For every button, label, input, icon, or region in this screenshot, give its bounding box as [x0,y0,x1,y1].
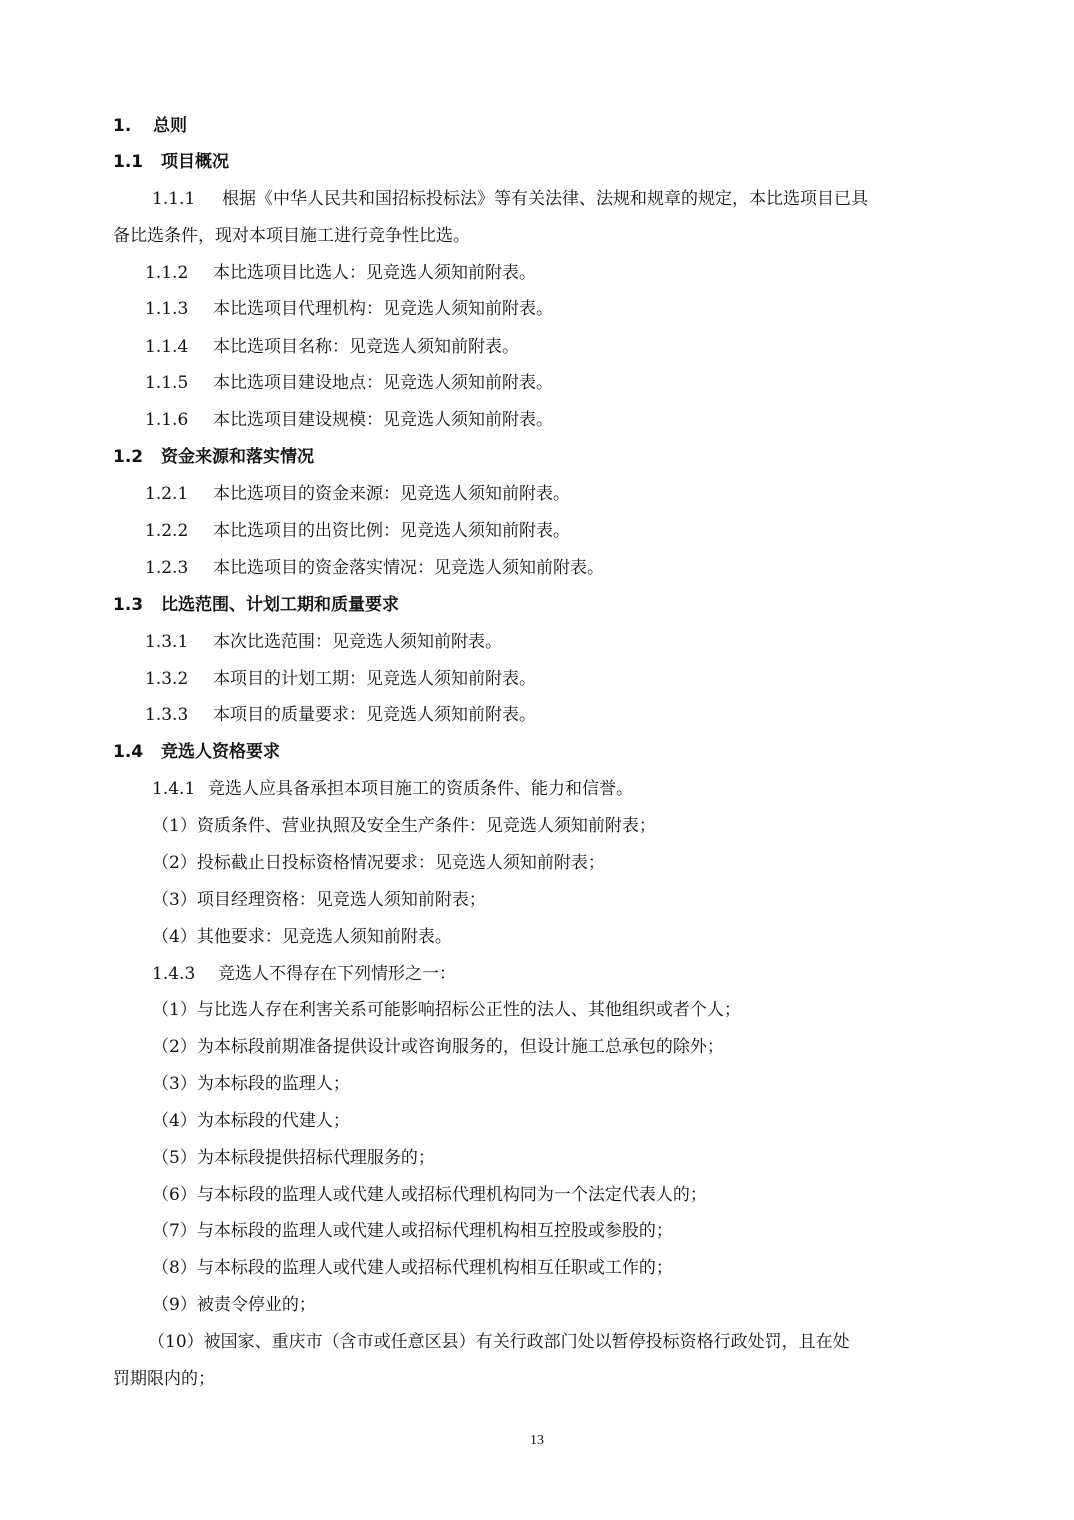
section-heading-1-3 [113,593,399,617]
clause-1-4-3 [152,962,456,986]
clause-text: 本比选项目的资金落实情况：见竞选人须知前附表。 [213,558,604,578]
list-item-text: （2）投标截止日投标资格情况要求：见竞选人须知前附表； [152,853,605,873]
clause-text: 本次比选范围：见竞选人须知前附表。 [213,632,502,652]
clause-1-1-4 [145,335,519,359]
clause-number: 1.1.1 [152,189,196,209]
section-number: 1.1 [113,152,144,172]
clause-1-1-5 [145,371,553,395]
clause-number: 1.4.3 [152,964,196,984]
list-item-text: （10）被国家、重庆市（含市或任意区县）有关行政部门处以暂停投标资格行政处罚，且在处 [148,1332,850,1352]
list-item-text: （6）与本标段的监理人或代建人或招标代理机构同为一个法定代表人的； [152,1185,707,1205]
clause-1-1-1 [152,187,868,211]
list-item [152,888,486,912]
section-title: 资金来源和落实情况 [161,447,314,467]
section-heading-1 [113,114,187,138]
clause-1-1-1-continued [113,224,470,248]
list-item [148,1330,850,1354]
list-item [152,1146,435,1170]
list-item [152,1109,350,1133]
list-item-text: （3）为本标段的监理人； [152,1074,350,1094]
section-heading-1-4 [113,740,280,764]
list-item-text: （9）被责令停业的； [152,1295,316,1315]
clause-number: 1.2.3 [145,558,189,578]
clause-text: 竞选人不得存在下列情形之一： [218,964,456,984]
clause-1-2-3 [145,556,604,580]
clause-number: 1.3.1 [145,632,189,652]
section-title: 竞选人资格要求 [161,742,280,762]
list-item-text: （1）与比选人存在利害关系可能影响招标公正性的法人、其他组织或者个人； [152,1000,741,1020]
clause-number: 1.1.3 [145,299,189,319]
clause-number: 1.1.4 [145,337,189,357]
clause-number: 1.3.2 [145,669,189,689]
clause-text: 本比选项目的出资比例：见竞选人须知前附表。 [213,521,570,541]
clause-text: 竞选人应具备承担本项目施工的资质条件、能力和信誉。 [208,779,633,799]
clause-text: 本比选项目代理机构：见竞选人须知前附表。 [213,299,553,319]
clause-1-2-2 [145,519,570,543]
list-item [152,1256,673,1280]
clause-number: 1.4.1 [152,779,196,799]
list-item-text: （4）为本标段的代建人； [152,1111,350,1131]
list-item-text: （3）项目经理资格：见竞选人须知前附表； [152,890,486,910]
section-heading-1-2 [113,445,314,469]
list-item [152,1219,673,1243]
list-item [152,925,452,949]
list-item [152,998,741,1022]
section-title: 比选范围、计划工期和质量要求 [161,595,399,615]
section-heading-1-1 [113,150,229,174]
clause-number: 1.3.3 [145,705,189,725]
clause-number: 1.1.6 [145,410,189,430]
clause-text: 本项目的质量要求：见竞选人须知前附表。 [213,705,536,725]
list-item-text: （8）与本标段的监理人或代建人或招标代理机构相互任职或工作的； [152,1258,673,1278]
list-item-text: （1）资质条件、营业执照及安全生产条件：见竞选人须知前附表； [152,816,656,836]
clause-1-3-2 [145,667,536,691]
clause-text: 备比选条件，现对本项目施工进行竞争性比选。 [113,226,470,246]
section-title: 项目概况 [161,152,229,172]
list-item [152,1183,707,1207]
clause-1-3-1 [145,630,502,654]
clause-number: 1.1.5 [145,373,189,393]
clause-number: 1.2.1 [145,484,189,504]
clause-1-4-1 [152,777,633,801]
clause-1-2-1 [145,482,570,506]
clause-1-1-2 [145,261,536,285]
list-item-text: （4）其他要求：见竞选人须知前附表。 [152,927,452,947]
list-item-text: （7）与本标段的监理人或代建人或招标代理机构相互控股或参股的； [152,1221,673,1241]
section-number: 1.3 [113,595,144,615]
clause-text: 根据《中华人民共和国招标投标法》等有关法律、法规和规章的规定，本比选项目已具 [222,189,868,209]
list-item [152,1072,350,1096]
section-title: 总则 [153,116,187,136]
section-number: 1. [113,116,132,136]
clause-text: 本比选项目名称：见竞选人须知前附表。 [213,337,519,357]
clause-number: 1.2.2 [145,521,189,541]
list-item-text: 罚期限内的； [113,1369,215,1389]
clause-text: 本比选项目建设地点：见竞选人须知前附表。 [213,373,553,393]
list-item [152,1293,316,1317]
list-item [152,851,605,875]
clause-text: 本比选项目的资金来源：见竞选人须知前附表。 [213,484,570,504]
clause-text: 本比选项目建设规模：见竞选人须知前附表。 [213,410,553,430]
clause-1-1-3 [145,297,553,321]
list-item [152,1035,724,1059]
section-number: 1.4 [113,742,144,762]
section-number: 1.2 [113,447,144,467]
clause-text: 本项目的计划工期：见竞选人须知前附表。 [213,669,536,689]
list-item-continued [113,1367,215,1391]
list-item [152,814,656,838]
clause-text: 本比选项目比选人：见竞选人须知前附表。 [213,263,536,283]
clause-1-1-6 [145,408,553,432]
list-item-text: （2）为本标段前期准备提供设计或咨询服务的，但设计施工总承包的除外； [152,1037,724,1057]
list-item-text: （5）为本标段提供招标代理服务的； [152,1148,435,1168]
clause-number: 1.1.2 [145,263,189,283]
page-number: 13 [530,1433,544,1448]
clause-1-3-3 [145,703,536,727]
